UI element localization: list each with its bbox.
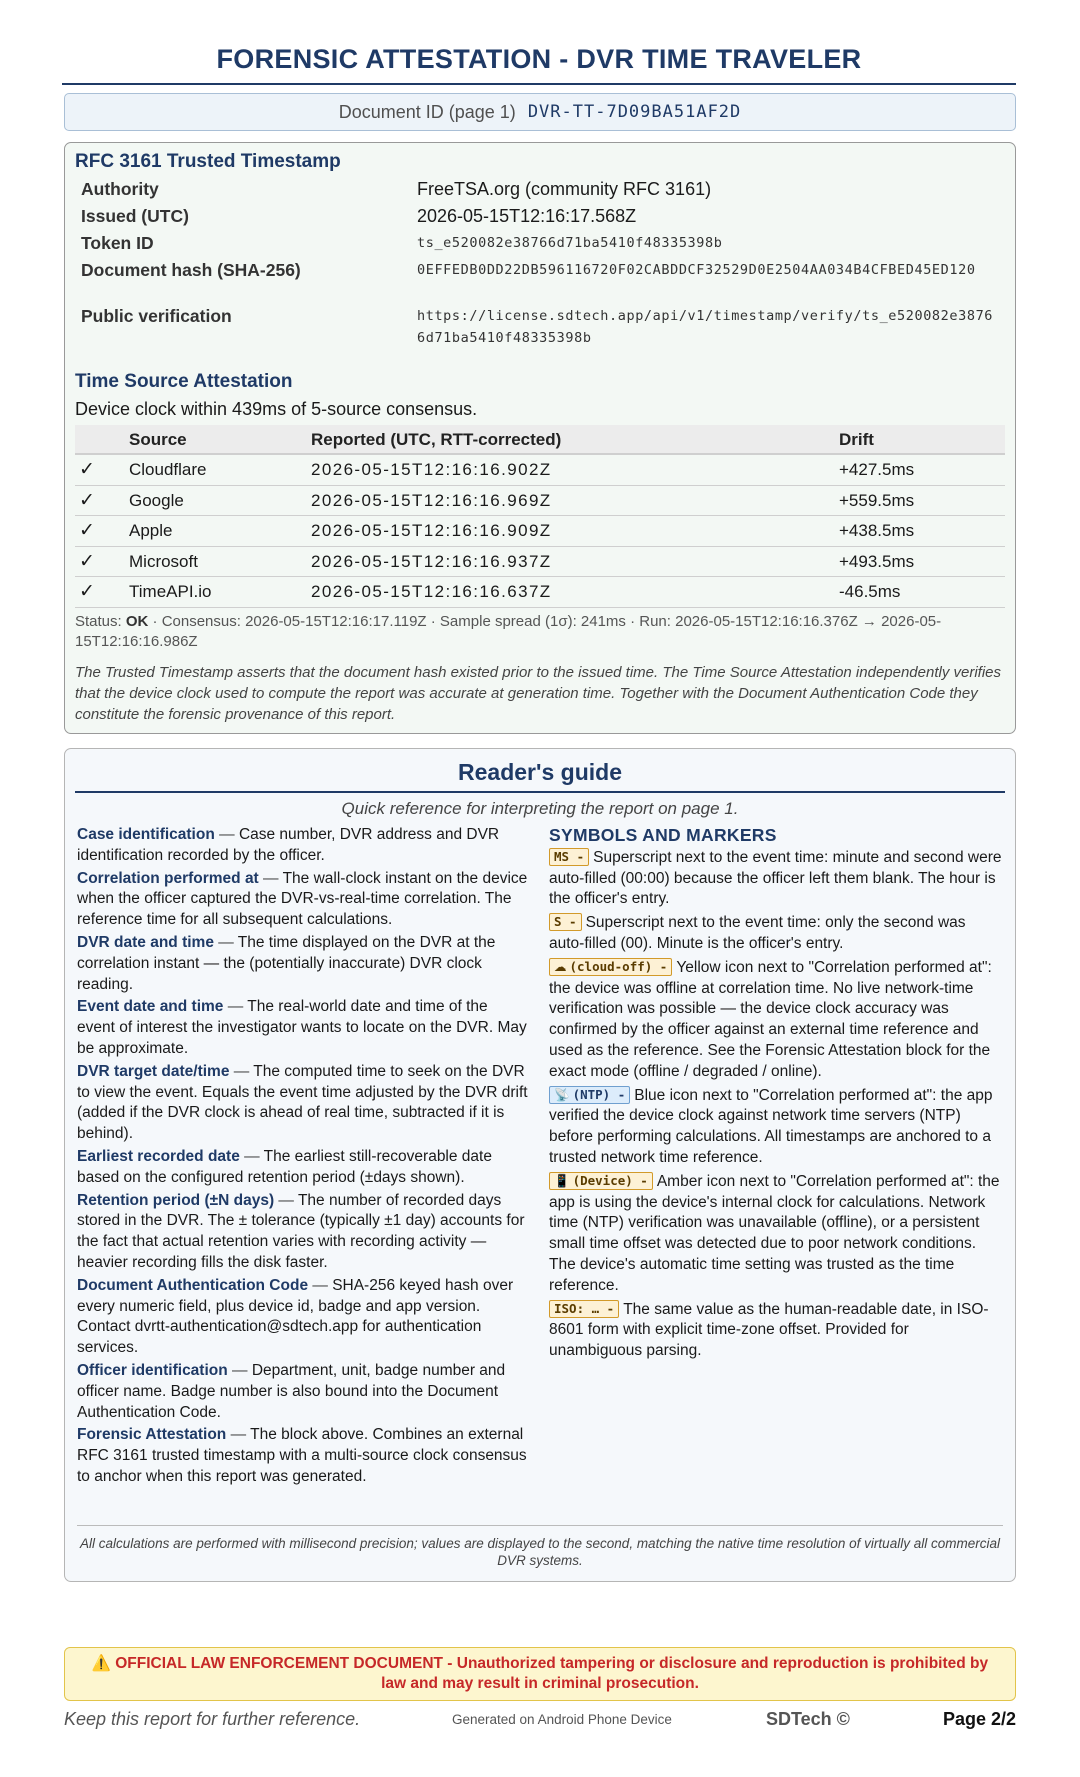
guide-divider [75, 791, 1005, 793]
source-name: Cloudflare [129, 460, 207, 479]
ntp-icon: 📡 [554, 1086, 570, 1102]
definition-text: The real-world date and time of the event of interest the investigator wants to locate on the DVR. May be approximate. [77, 998, 527, 1057]
token-id-label: Token ID [81, 233, 154, 253]
reported-time: 2026-05-15T12:16:16.637Z [311, 582, 552, 601]
symbol-entry [549, 1172, 1005, 1297]
definition-dash: — [274, 1191, 298, 1209]
definition-entry [77, 1361, 529, 1423]
symbol-entry [549, 913, 1005, 955]
symbol-marker [549, 1300, 619, 1318]
definition-dash: — [229, 1062, 254, 1080]
drift-value: +493.5ms [839, 551, 915, 571]
definition-entry [77, 933, 529, 995]
definition-entry [77, 1062, 529, 1145]
definition-entry [77, 825, 529, 867]
definition-term: Case identification [77, 826, 215, 843]
definition-dash: — [223, 998, 248, 1016]
definition-dash: — [227, 1361, 252, 1379]
drift-value: +427.5ms [839, 460, 915, 479]
source-name: Google [129, 490, 184, 510]
column-header-drift: Drift [839, 430, 874, 449]
drift-value: +559.5ms [839, 490, 915, 510]
table-row [75, 516, 1005, 547]
authority-label: Authority [81, 179, 159, 199]
drift-value: +438.5ms [839, 521, 915, 540]
definition-dash: — [258, 869, 283, 887]
definition-text: Department, unit, badge number and officer name. Badge number is also bound into the Document Authentication Code. [77, 1361, 506, 1421]
definition-entry [77, 1425, 529, 1487]
table-header [75, 425, 1005, 455]
source-name: Apple [129, 521, 173, 540]
definition-text: The computed time to seek on the DVR to view the event. Equals the event time adjusted by the DVR drift (added if the DVR clock is ahead of real time, subtracted if it is behind). [77, 1062, 528, 1143]
attestation-note: The Trusted Timestamp asserts that the document hash existed prior to the issued time. The Time Source Attestation independently verifies that the device clock used to compute the report was accurate at generation time. Together with the Document Authentication Code they constitute the forensic provenance of this report. [75, 664, 1002, 723]
cloud-off-icon: ☁ [554, 958, 567, 974]
definition-text: The number of recorded days stored in the DVR. The ± tolerance (typically ±1 day) accounts for the fact that actual retention varies with recording activity — heavier recording fills the disk faster. [77, 1191, 525, 1271]
source-name: TimeAPI.io [129, 582, 212, 601]
symbol-marker-label: (Device) - [572, 1172, 648, 1188]
page-footer [64, 1706, 1016, 1732]
status-line [75, 612, 1005, 652]
symbol-description: Amber icon next to "Correlation performed at": the app is using the device's internal clock for calculations. Network time (NTP) verification was unavailable (offline), or a persistent small time offset was detected due to poor network conditions. The device's automatic time setting was trusted as the time reference. [549, 1172, 1000, 1294]
definition-dash: — [308, 1276, 333, 1294]
definition-term: Event date and time [77, 998, 224, 1016]
footer-generated: Generated on Android Phone Device [452, 1712, 672, 1727]
symbol-marker [549, 913, 582, 931]
time-source-heading: Time Source Attestation [75, 371, 293, 392]
symbol-marker [549, 848, 589, 866]
symbol-marker-label: (cloud-off) - [569, 958, 668, 974]
symbol-marker-label: ISO: … - [554, 1300, 615, 1316]
device-icon: 📱 [554, 1172, 570, 1188]
warning-banner [64, 1647, 1016, 1701]
definition-term: DVR target date/time [77, 1062, 230, 1080]
symbol-marker [549, 958, 672, 976]
definition-term: Correlation performed at [77, 869, 259, 887]
column-header-source: Source [129, 430, 187, 449]
definition-entry [77, 1276, 529, 1359]
symbol-marker-label: S - [554, 914, 577, 930]
authority-value: FreeTSA.org (community RFC 3161) [417, 179, 712, 199]
definition-text: The block above. Combines an external RFC 3161 trusted timestamp with a multi-source clock consensus to anchor when this report was generated. [77, 1426, 527, 1485]
guide-subtitle: Quick reference for interpreting the report on page 1. [341, 799, 739, 818]
symbol-marker-label: (NTP) - [572, 1086, 626, 1102]
drift-value: -46.5ms [839, 582, 901, 601]
page-title: FORENSIC ATTESTATION - DVR TIME TRAVELER [216, 44, 862, 74]
definition-dash: — [239, 1147, 264, 1165]
definitions-column [77, 825, 529, 1490]
source-name: Microsoft [129, 551, 198, 571]
definition-term: Forensic Attestation [77, 1426, 227, 1444]
symbol-marker [549, 1172, 653, 1190]
reported-time: 2026-05-15T12:16:16.937Z [311, 551, 552, 571]
symbol-entry [549, 848, 1005, 910]
check-icon: ✓ [79, 459, 95, 480]
document-id-value[interactable]: DVR-TT-7D09BA51AF2D [527, 102, 742, 122]
definition-term: Retention period (±N days) [77, 1191, 275, 1209]
guide-title: Reader's guide [458, 759, 622, 785]
trusted-timestamp-heading: RFC 3161 Trusted Timestamp [75, 151, 341, 172]
page-number: Page 2/2 [942, 1709, 1016, 1729]
document-id-label: Document ID (page 1) [338, 101, 516, 122]
column-header-reported: Reported (UTC, RTT-corrected) [311, 430, 562, 449]
public-verification-label: Public verification [81, 306, 232, 326]
public-verification-link[interactable]: https://license.sdtech.app/api/v1/timestamp/verify/ts_e520082e38766d71ba5410f48335398b [417, 308, 994, 346]
symbol-description: Superscript next to the event time: minute and second were auto-filled (00:00) because the officer left them blank. The hour is the officer's entry. [549, 848, 1002, 908]
check-icon: ✓ [79, 489, 95, 511]
reported-time: 2026-05-15T12:16:16.969Z [311, 490, 552, 510]
guide-footer-divider [77, 1525, 1003, 1526]
token-id-value[interactable]: ts_e520082e38766d71ba5410f48335398b [417, 235, 723, 251]
definition-text: The wall-clock instant on the device when the officer captured the DVR-vs-real-time correlation. The reference time for all subsequent calculations. [77, 869, 528, 929]
symbol-entry [549, 958, 1005, 1083]
consensus-summary: Device clock within 439ms of 5-source consensus. [75, 399, 478, 419]
title-divider [62, 83, 1016, 85]
definition-text: Case number, DVR address and DVR identification recorded by the officer. [77, 826, 500, 864]
issued-value: 2026-05-15T12:16:17.568Z [417, 206, 637, 226]
readers-guide-block [64, 748, 1016, 1582]
definition-term: Earliest recorded date [77, 1147, 240, 1165]
table-row [75, 455, 1005, 486]
symbol-description: Superscript next to the event time: only the second was auto-filled (00). Minute is the officer's entry. [549, 914, 966, 952]
status-prefix: Status: [75, 613, 126, 630]
symbol-marker [549, 1086, 630, 1104]
document-hash-value[interactable]: 0EFFEDB0DD22DB596116720F02CABDDCF32529D0E2504AA034B4CFBED45ED120 [417, 262, 976, 278]
reported-time: 2026-05-15T12:16:16.909Z [311, 521, 552, 540]
symbols-heading: SYMBOLS AND MARKERS [549, 825, 777, 845]
symbol-description: Blue icon next to "Correlation performed at": the app verified the device clock against network time servers (NTP) before performing calculations. All timestamps are anchored to a trusted network time reference. [549, 1086, 993, 1166]
footer-brand: SDTech © [766, 1709, 850, 1729]
definition-dash: — [213, 933, 238, 951]
status-badge: OK [125, 613, 149, 630]
document-hash-label: Document hash (SHA-256) [81, 260, 301, 280]
check-icon: ✓ [79, 520, 95, 541]
symbols-column [549, 825, 1005, 1365]
check-icon: ✓ [79, 550, 95, 572]
definition-text: The earliest still-recoverable date based on the configured retention period (±days shown). [77, 1147, 492, 1186]
symbol-entry [549, 1086, 1005, 1169]
definition-entry [77, 1191, 529, 1274]
symbol-entry [549, 1300, 1005, 1362]
definition-term: Officer identification [77, 1361, 228, 1379]
symbol-description: Yellow icon next to "Correlation performed at": the device was offline at correlation time. No live network-time verification was possible — the device clock accuracy was confirmed by the officer against an external time reference and used as the reference. See the Forensic Attestation block for the exact mode (offline / degraded / online). [549, 958, 992, 1080]
status-details: · Consensus: 2026-05-15T12:16:17.119Z · Sample spread (1σ): 241ms · Run: 2026-05-15T12:16:16.376Z → 2026-05-15T12:16:16.986Z [75, 613, 942, 650]
definition-entry [77, 1147, 529, 1189]
symbol-description: The same value as the human-readable date, in ISO-8601 form with explicit time-zone offset. Provided for unambiguous parsing. [549, 1300, 989, 1360]
definition-entry [77, 997, 529, 1059]
warning-text-wrapper [79, 1654, 1001, 1694]
issued-label: Issued (UTC) [81, 206, 189, 226]
definition-term: DVR date and time [77, 933, 214, 951]
table-row [75, 577, 1005, 608]
definition-text: The time displayed on the DVR at the correlation instant — the (potentially inaccurate) DVR clock reading. [77, 933, 496, 993]
forensic-attestation-block [64, 142, 1016, 734]
definition-term: Document Authentication Code [77, 1276, 309, 1294]
time-source-table [75, 425, 1005, 608]
definition-text: SHA-256 keyed hash over every numeric field, plus device id, badge and app version. Contact dvrtt-authentication@sdtech.app for authentication services. [77, 1276, 514, 1357]
table-row [75, 486, 1005, 517]
definition-entry [77, 869, 529, 931]
definition-dash: — [226, 1426, 251, 1444]
document-id-bar [64, 93, 1016, 131]
symbol-marker-label: MS - [554, 848, 585, 864]
check-icon: ✓ [79, 581, 95, 602]
warning-text: OFFICIAL LAW ENFORCEMENT DOCUMENT - Unauthorized tampering or disclosure and reproduction is prohibited by law and may result in criminal prosecution. [115, 1655, 989, 1692]
reported-time: 2026-05-15T12:16:16.902Z [311, 460, 552, 479]
footer-keep-note: Keep this report for further reference. [64, 1709, 361, 1729]
definition-dash: — [214, 826, 239, 843]
guide-footnote: All calculations are performed with millisecond precision; values are displayed to the second, matching the native time resolution of virtually all commercial DVR systems. [80, 1536, 1000, 1568]
table-row [75, 547, 1005, 578]
warning-icon: ⚠️ [91, 1655, 112, 1672]
